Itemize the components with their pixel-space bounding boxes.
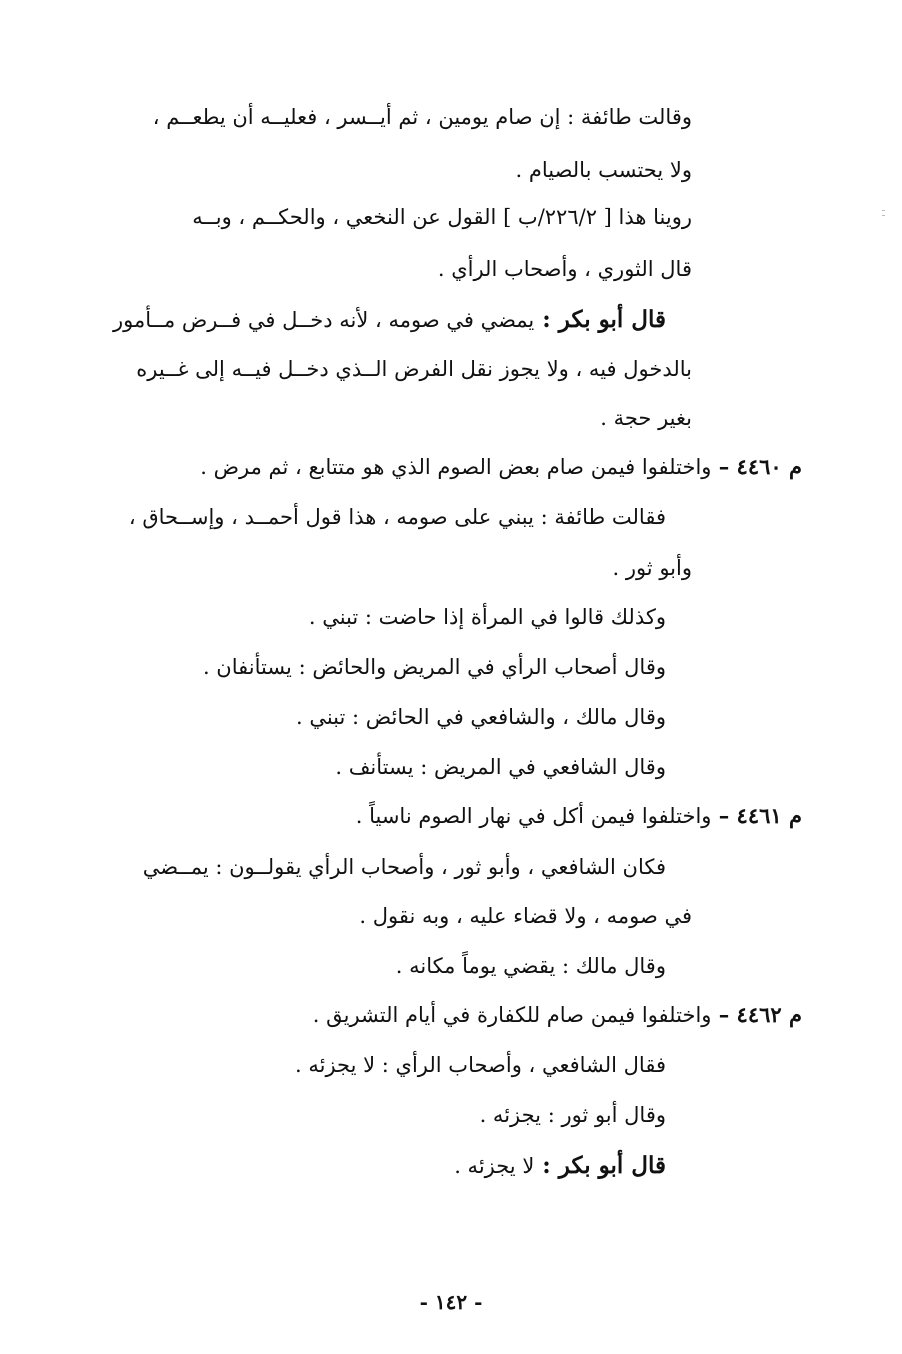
text-line bbox=[454, 1151, 666, 1181]
text-line-content: يمضي في صومه ، لأنه دخــل في فــرض مــأمور bbox=[113, 308, 535, 332]
text-line bbox=[203, 652, 666, 682]
text-line-content: لا يجزئه . bbox=[454, 1154, 535, 1178]
text-line-content: وقال أصحاب الرأي في المريض والحائض : يستأنفان . bbox=[202, 655, 666, 679]
text-line-content: فقالت طائفة : يبني على صومه ، هذا قول أحمــد ، وإســحاق ، bbox=[128, 505, 666, 529]
text-line-content: وكذلك قالوا في المرأة إذا حاضت : تبني . bbox=[308, 605, 666, 629]
text-line bbox=[335, 752, 666, 782]
text-line-content: بالدخول فيه ، ولا يجوز نقل الفرض الــذي دخــل فيــه إلى غــيره bbox=[136, 357, 692, 381]
scan-speck bbox=[882, 210, 885, 211]
text-line-content: ولا يحتسب بالصيام . bbox=[515, 158, 692, 182]
text-line bbox=[88, 852, 666, 882]
lead-phrase: قال أبو بكر : bbox=[534, 306, 666, 333]
text-line bbox=[295, 1050, 666, 1080]
text-line bbox=[515, 155, 692, 185]
text-line-content: وقالت طائفة : إن صام يومين ، ثم أيــسر ، فعليــه أن يطعــم ، bbox=[152, 105, 692, 129]
text-line-content: وقال أبو ثور : يجزئه . bbox=[479, 1103, 666, 1127]
text-line bbox=[438, 254, 692, 284]
item-number: م ٤٤٦٢ – bbox=[711, 1002, 802, 1027]
scan-speck bbox=[882, 215, 885, 216]
text-line bbox=[296, 702, 666, 732]
text-line-content: بغير حجة . bbox=[600, 406, 692, 430]
text-line-content: روينا هذا [ ٢٢٦/٢/ب ] القول عن النخعي ، والحكــم ، وبــه bbox=[192, 205, 692, 229]
text-line bbox=[612, 553, 692, 583]
text-line-content: وقال مالك : يقضي يوماً مكانه . bbox=[395, 954, 666, 978]
lead-phrase: قال أبو بكر : bbox=[534, 1152, 666, 1179]
text-line-content: واختلفوا فيمن صام للكفارة في أيام التشريق . bbox=[312, 1003, 712, 1027]
text-line bbox=[600, 403, 692, 433]
text-line bbox=[200, 452, 802, 482]
page-number: - ١٤٢ - bbox=[419, 1290, 483, 1314]
text-line bbox=[396, 951, 666, 981]
text-line bbox=[309, 602, 666, 632]
text-line bbox=[92, 354, 692, 384]
text-line-content: فقال الشافعي ، وأصحاب الرأي : لا يجزئه . bbox=[295, 1053, 666, 1077]
item-number: م ٤٤٦١ – bbox=[711, 803, 802, 828]
text-line bbox=[92, 305, 666, 335]
text-line bbox=[92, 102, 692, 132]
text-line bbox=[480, 1100, 666, 1130]
text-line bbox=[313, 1000, 802, 1030]
text-line-content: في صومه ، ولا قضاء عليه ، وبه نقول . bbox=[359, 904, 692, 928]
text-line bbox=[356, 801, 802, 831]
text-line-content: واختلفوا فيمن صام بعض الصوم الذي هو متتابع ، ثم مرض . bbox=[200, 455, 712, 479]
text-line-content: وقال مالك ، والشافعي في الحائض : تبني . bbox=[295, 705, 666, 729]
text-line bbox=[359, 901, 692, 931]
text-line-content: وأبو ثور . bbox=[612, 556, 692, 580]
text-line bbox=[92, 202, 692, 232]
text-line bbox=[92, 502, 666, 532]
text-line-content: واختلفوا فيمن أكل في نهار الصوم ناسياً . bbox=[355, 804, 712, 828]
text-line-content: قال الثوري ، وأصحاب الرأي . bbox=[437, 257, 692, 281]
text-line-content: وقال الشافعي في المريض : يستأنف . bbox=[335, 755, 666, 779]
text-line-content: فكان الشافعي ، وأبو ثور ، وأصحاب الرأي يقولــون : يمــضي bbox=[142, 855, 666, 879]
item-number: م ٤٤٦٠ – bbox=[711, 454, 802, 479]
